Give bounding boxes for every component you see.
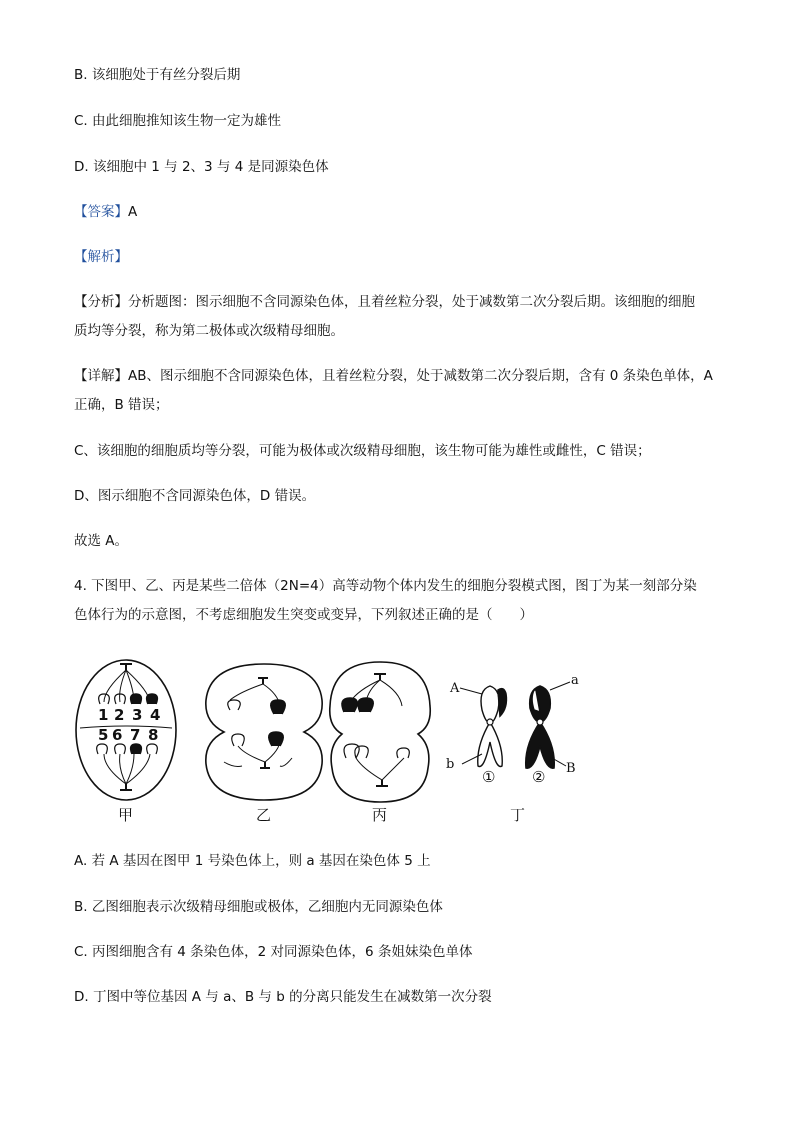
q3-option-d: D. 该细胞中 1 与 2、3 与 4 是同源染色体 (74, 159, 329, 175)
caption-jia: 甲 (118, 806, 134, 824)
chrom-id-2: ② (532, 768, 546, 786)
fenxi-line-1 (74, 293, 695, 311)
gene-label-b: b (446, 757, 455, 772)
q3-option-b: B. 该细胞处于有丝分裂后期 (74, 67, 241, 83)
fenxi-text-1: 分析题图：图示细胞不含同源染色体，且着丝粒分裂，处于减数第二次分裂后期。该细胞的细胞 (128, 294, 695, 310)
chrom-num-2: 2 (114, 706, 125, 724)
caption-ding: 丁 (510, 806, 526, 824)
caption-bing: 丙 (372, 806, 388, 824)
cell-bing (330, 662, 431, 802)
q4-option-c: C. 丙图细胞含有 4 条染色体，2 对同源染色体，6 条姐妹染色单体 (74, 944, 473, 960)
gene-label-A: A (450, 681, 460, 696)
q4-stem-2: 色体行为的示意图，不考虑细胞发生突变或变异，下列叙述正确的是（ ） (74, 607, 533, 623)
chrom-id-1: ① (482, 768, 496, 786)
cell-division-svg (74, 650, 594, 830)
q4-option-d: D. 丁图中等位基因 A 与 a、B 与 b 的分离只能发生在减数第一次分裂 (74, 989, 492, 1005)
chrom-num-3: 3 (132, 706, 143, 724)
chrom-num-6: 6 (112, 726, 123, 744)
chrom-num-5: 5 (98, 726, 109, 744)
analysis-tag: 【解析】 (74, 249, 128, 265)
fenxi-tag: 【分析】 (74, 294, 128, 310)
fenxi-text-2: 质均等分裂，称为第二极体或次级精母细胞。 (74, 323, 344, 339)
chrom-num-4: 4 (150, 706, 161, 724)
answer-value: A (128, 204, 138, 220)
q4-stem-1: 4. 下图甲、乙、丙是某些二倍体（2N=4）高等动物个体内发生的细胞分裂模式图，图丁为某一刻部分染 (74, 578, 697, 594)
cell-jia (76, 660, 176, 800)
analysis-line (74, 248, 128, 266)
cell-division-figure (74, 650, 594, 830)
gene-label-B: B (566, 761, 576, 776)
chromosome-pair-ding (460, 682, 570, 768)
answer-line (74, 203, 137, 221)
xiangjie-line-1 (74, 367, 713, 385)
xiangjie-text-5: 故选 A。 (74, 533, 129, 549)
xiangjie-tag: 【详解】 (74, 368, 128, 384)
q4-option-b: B. 乙图细胞表示次级精母细胞或极体，乙细胞内无同源染色体 (74, 899, 443, 915)
xiangjie-text-3: C、该细胞的细胞质均等分裂，可能为极体或次级精母细胞，该生物可能为雄性或雌性，C 错误； (74, 443, 651, 459)
gene-label-a: a (571, 673, 579, 688)
answer-tag: 【答案】 (74, 204, 128, 220)
xiangjie-text-1: AB、图示细胞不含同源染色体，且着丝粒分裂，处于减数第二次分裂后期，含有 0 条染色单体，A (128, 368, 713, 384)
q3-option-c: C. 由此细胞推知该生物一定为雄性 (74, 113, 282, 129)
chrom-num-7: 7 (130, 726, 141, 744)
cell-yi (206, 664, 322, 800)
xiangjie-text-2: 正确，B 错误； (74, 397, 169, 413)
xiangjie-text-4: D、图示细胞不含同源染色体，D 错误。 (74, 488, 316, 504)
caption-yi: 乙 (256, 806, 272, 824)
q4-option-a: A. 若 A 基因在图甲 1 号染色体上，则 a 基因在染色体 5 上 (74, 853, 431, 869)
chrom-num-1: 1 (98, 706, 109, 724)
chrom-num-8: 8 (148, 726, 159, 744)
